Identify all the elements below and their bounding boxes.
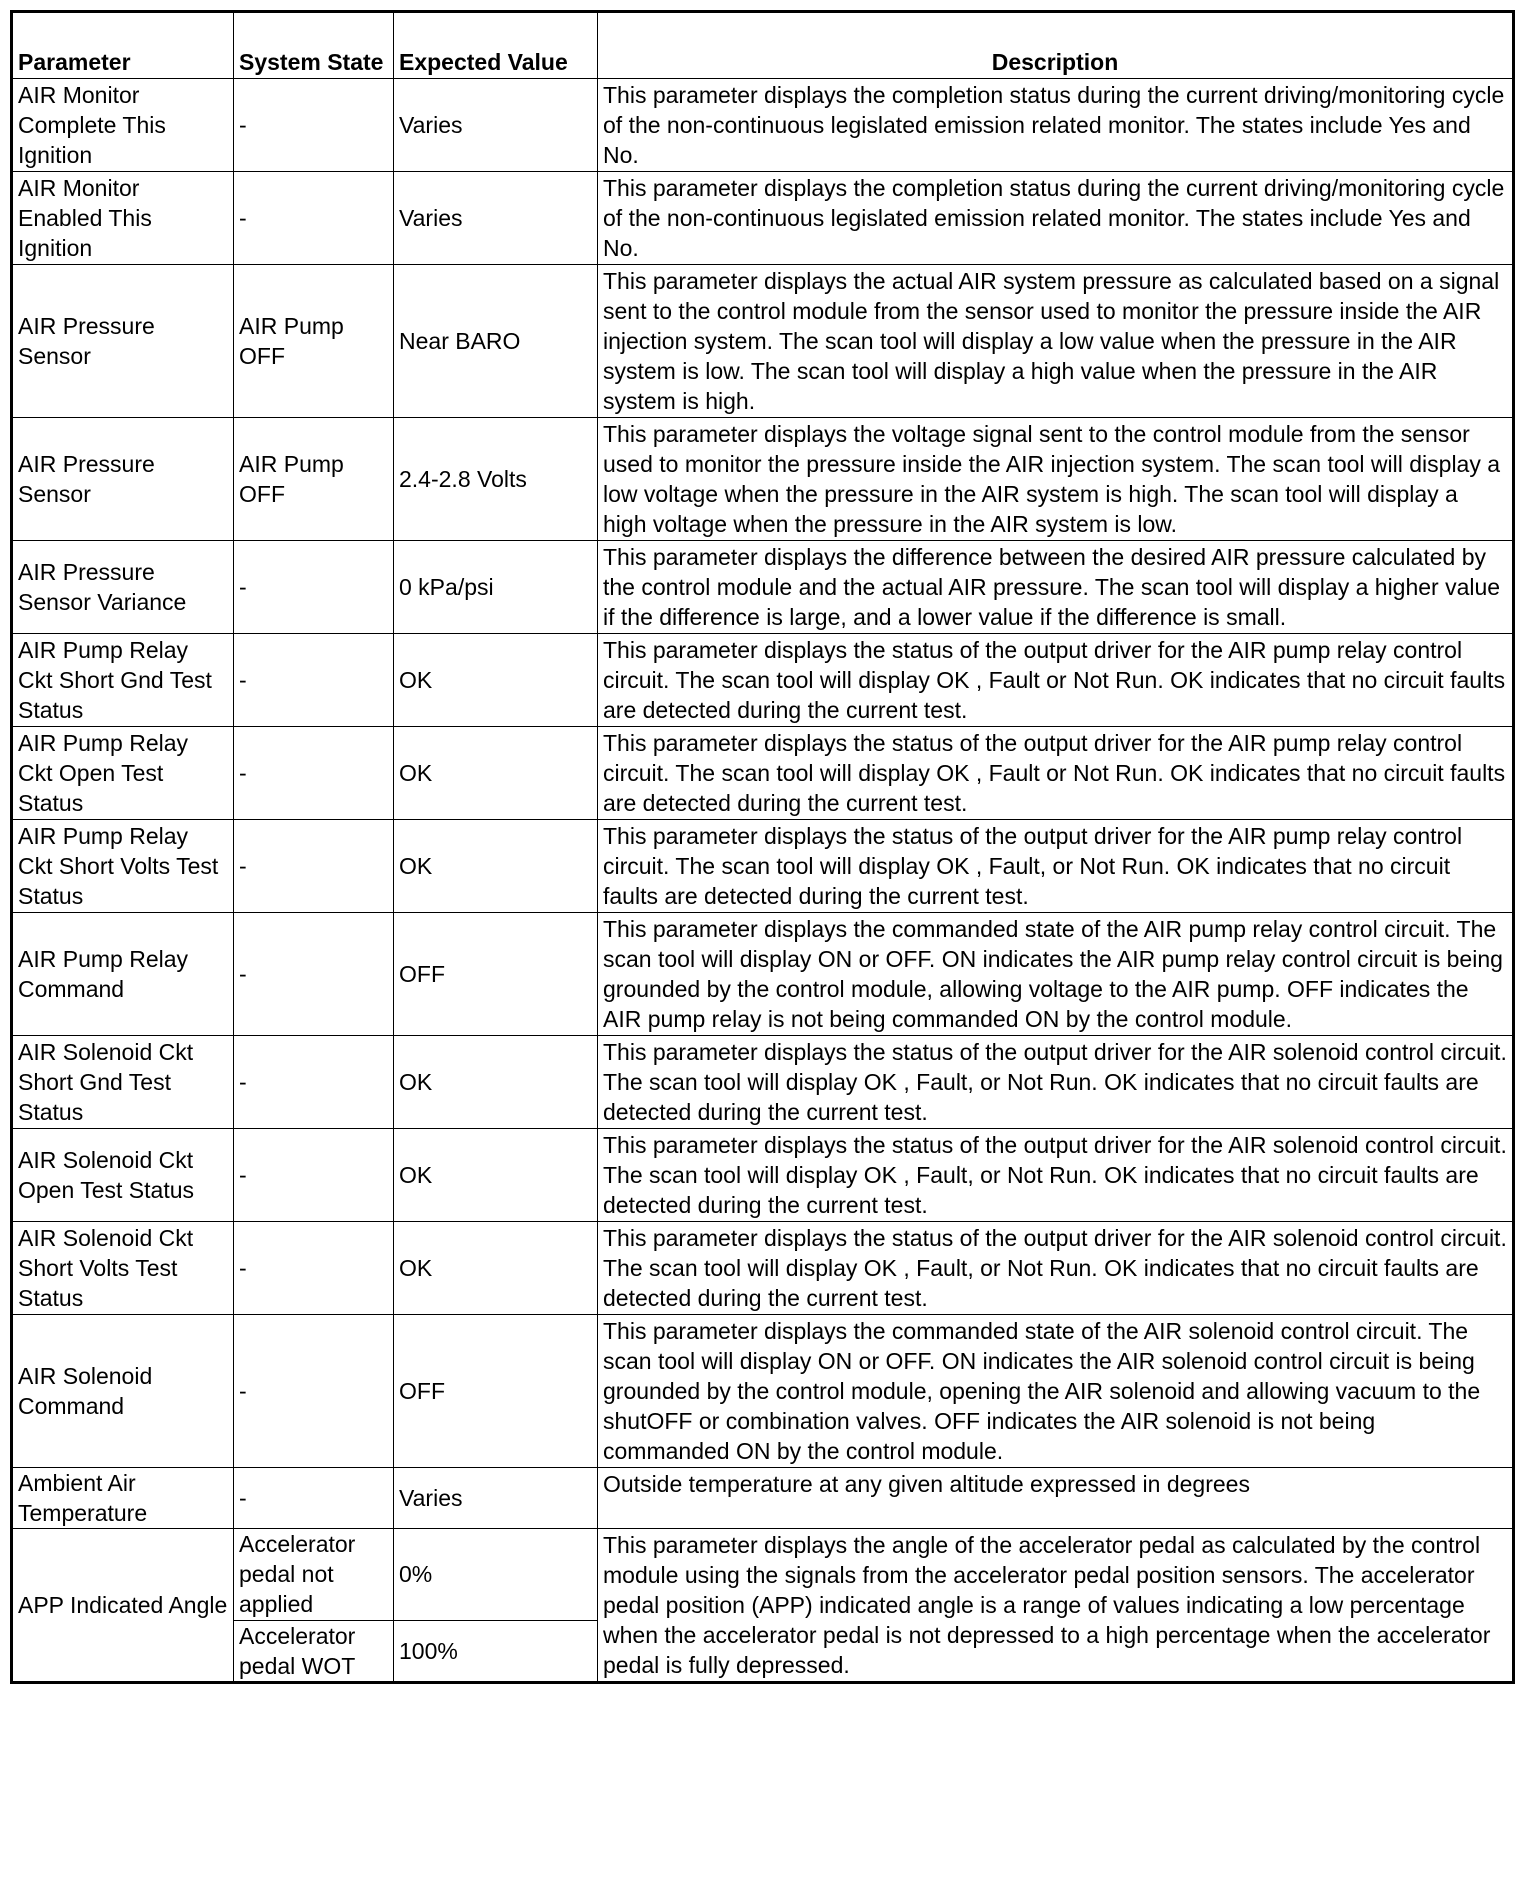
- header-system-state: System State: [234, 12, 394, 79]
- parameter-cell: AIR Pump Relay Ckt Short Gnd Test Status: [12, 634, 234, 727]
- system-state-cell: AIR Pump OFF: [234, 265, 394, 418]
- parameter-cell: APP Indicated Angle: [12, 1529, 234, 1683]
- description-cell: This parameter displays the status of the output driver for the AIR solenoid control circuit. The scan tool will display OK , Fault, or Not Run. OK indicates that no circuit faults are detected during the current test.: [598, 1222, 1514, 1315]
- system-state-cell: -: [234, 913, 394, 1036]
- expected-value-cell: 0%: [394, 1529, 598, 1621]
- expected-value-cell: 0 kPa/psi: [394, 541, 598, 634]
- table-row: [12, 727, 1514, 820]
- parameter-cell: AIR Pressure Sensor: [12, 418, 234, 541]
- description-cell: This parameter displays the status of the output driver for the AIR pump relay control circuit. The scan tool will display OK , Fault or Not Run. OK indicates that no circuit faults are detected during the current test.: [598, 727, 1514, 820]
- table-row: [12, 1529, 1514, 1621]
- expected-value-cell: Varies: [394, 79, 598, 172]
- expected-value-cell: OFF: [394, 1315, 598, 1468]
- description-cell: This parameter displays the voltage signal sent to the control module from the sensor used to monitor the pressure inside the AIR injection system. The scan tool will display a low voltage when the pressure in the AIR system is high. The scan tool will display a high voltage when the pressure in the AIR system is low.: [598, 418, 1514, 541]
- system-state-cell: -: [234, 1129, 394, 1222]
- description-cell: This parameter displays the commanded state of the AIR pump relay control circuit. The scan tool will display ON or OFF. ON indicates the AIR pump relay control circuit is being grounded by the control module, allowing voltage to the AIR pump. OFF indicates the AIR pump relay is not being commanded ON by the control module.: [598, 913, 1514, 1036]
- description-cell: Outside temperature at any given altitude expressed in degrees: [598, 1468, 1514, 1529]
- expected-value-cell: 2.4-2.8 Volts: [394, 418, 598, 541]
- table-row: [12, 1315, 1514, 1468]
- parameter-cell: AIR Pump Relay Ckt Short Volts Test Status: [12, 820, 234, 913]
- parameter-cell: AIR Solenoid Ckt Short Volts Test Status: [12, 1222, 234, 1315]
- header-expected-value: Expected Value: [394, 12, 598, 79]
- parameter-cell: AIR Solenoid Ckt Open Test Status: [12, 1129, 234, 1222]
- system-state-cell: -: [234, 541, 394, 634]
- description-cell: This parameter displays the completion status during the current driving/monitoring cycle of the non-continuous legislated emission related monitor. The states include Yes and No.: [598, 172, 1514, 265]
- system-state-cell: -: [234, 172, 394, 265]
- table-row: [12, 1036, 1514, 1129]
- expected-value-cell: OK: [394, 1036, 598, 1129]
- table-row: [12, 418, 1514, 541]
- table-row: [12, 820, 1514, 913]
- expected-value-cell: OFF: [394, 913, 598, 1036]
- system-state-cell: -: [234, 634, 394, 727]
- expected-value-cell: Varies: [394, 172, 598, 265]
- parameter-cell: AIR Pump Relay Ckt Open Test Status: [12, 727, 234, 820]
- table-row: [12, 913, 1514, 1036]
- table-row: [12, 1222, 1514, 1315]
- system-state-cell: -: [234, 1315, 394, 1468]
- description-cell: This parameter displays the status of the output driver for the AIR pump relay control circuit. The scan tool will display OK , Fault or Not Run. OK indicates that no circuit faults are detected during the current test.: [598, 634, 1514, 727]
- description-cell: This parameter displays the commanded state of the AIR solenoid control circuit. The scan tool will display ON or OFF. ON indicates the AIR solenoid control circuit is being grounded by the control module, opening the AIR solenoid and allowing vacuum to the shutOFF or combination valves. OFF indicates the AIR solenoid is not being commanded ON by the control module.: [598, 1315, 1514, 1468]
- table-row: [12, 541, 1514, 634]
- description-cell: This parameter displays the status of the output driver for the AIR solenoid control circuit. The scan tool will display OK , Fault, or Not Run. OK indicates that no circuit faults are detected during the current test.: [598, 1129, 1514, 1222]
- system-state-cell: -: [234, 1036, 394, 1129]
- expected-value-cell: OK: [394, 727, 598, 820]
- expected-value-cell: Varies: [394, 1468, 598, 1529]
- parameter-cell: Ambient Air Temperature: [12, 1468, 234, 1529]
- parameter-cell: AIR Pump Relay Command: [12, 913, 234, 1036]
- parameter-cell: AIR Solenoid Command: [12, 1315, 234, 1468]
- table-row: [12, 1468, 1514, 1529]
- system-state-cell: -: [234, 820, 394, 913]
- expected-value-cell: Near BARO: [394, 265, 598, 418]
- header-parameter: Parameter: [12, 12, 234, 79]
- system-state-cell: Accelerator pedal WOT: [234, 1620, 394, 1682]
- description-cell: This parameter displays the completion status during the current driving/monitoring cycle of the non-continuous legislated emission related monitor. The states include Yes and No.: [598, 79, 1514, 172]
- expected-value-cell: OK: [394, 1222, 598, 1315]
- table-row: [12, 1129, 1514, 1222]
- table-row: [12, 265, 1514, 418]
- parameter-cell: AIR Pressure Sensor: [12, 265, 234, 418]
- system-state-cell: -: [234, 79, 394, 172]
- parameter-cell: AIR Monitor Complete This Ignition: [12, 79, 234, 172]
- description-cell: This parameter displays the actual AIR system pressure as calculated based on a signal sent to the control module from the sensor used to monitor the pressure inside the AIR injection system. The scan tool will display a low value when the pressure in the AIR system is low. The scan tool will display a high value when the pressure in the AIR system is high.: [598, 265, 1514, 418]
- expected-value-cell: OK: [394, 634, 598, 727]
- system-state-cell: Accelerator pedal not applied: [234, 1529, 394, 1621]
- expected-value-cell: 100%: [394, 1620, 598, 1682]
- parameter-cell: AIR Monitor Enabled This Ignition: [12, 172, 234, 265]
- header-description: Description: [598, 12, 1514, 79]
- expected-value-cell: OK: [394, 1129, 598, 1222]
- system-state-cell: -: [234, 727, 394, 820]
- parameter-table: [10, 10, 1515, 1684]
- description-cell: This parameter displays the status of the output driver for the AIR solenoid control circuit. The scan tool will display OK , Fault, or Not Run. OK indicates that no circuit faults are detected during the current test.: [598, 1036, 1514, 1129]
- table-row: [12, 172, 1514, 265]
- parameter-cell: AIR Pressure Sensor Variance: [12, 541, 234, 634]
- document-page: [10, 10, 1512, 1684]
- parameter-cell: AIR Solenoid Ckt Short Gnd Test Status: [12, 1036, 234, 1129]
- description-cell: This parameter displays the status of the output driver for the AIR pump relay control circuit. The scan tool will display OK , Fault, or Not Run. OK indicates that no circuit faults are detected during the current test.: [598, 820, 1514, 913]
- table-row: [12, 634, 1514, 727]
- table-row: [12, 79, 1514, 172]
- system-state-cell: AIR Pump OFF: [234, 418, 394, 541]
- table-header-row: [12, 12, 1514, 79]
- description-cell: This parameter displays the angle of the accelerator pedal as calculated by the control module using the signals from the accelerator pedal position sensors. The accelerator pedal position (APP) indicated angle is a range of values indicating a low percentage when the accelerator pedal is not depressed to a high percentage when the accelerator pedal is fully depressed.: [598, 1529, 1514, 1683]
- expected-value-cell: OK: [394, 820, 598, 913]
- system-state-cell: -: [234, 1222, 394, 1315]
- system-state-cell: -: [234, 1468, 394, 1529]
- description-cell: This parameter displays the difference between the desired AIR pressure calculated by the control module and the actual AIR pressure. The scan tool will display a higher value if the difference is large, and a lower value if the difference is small.: [598, 541, 1514, 634]
